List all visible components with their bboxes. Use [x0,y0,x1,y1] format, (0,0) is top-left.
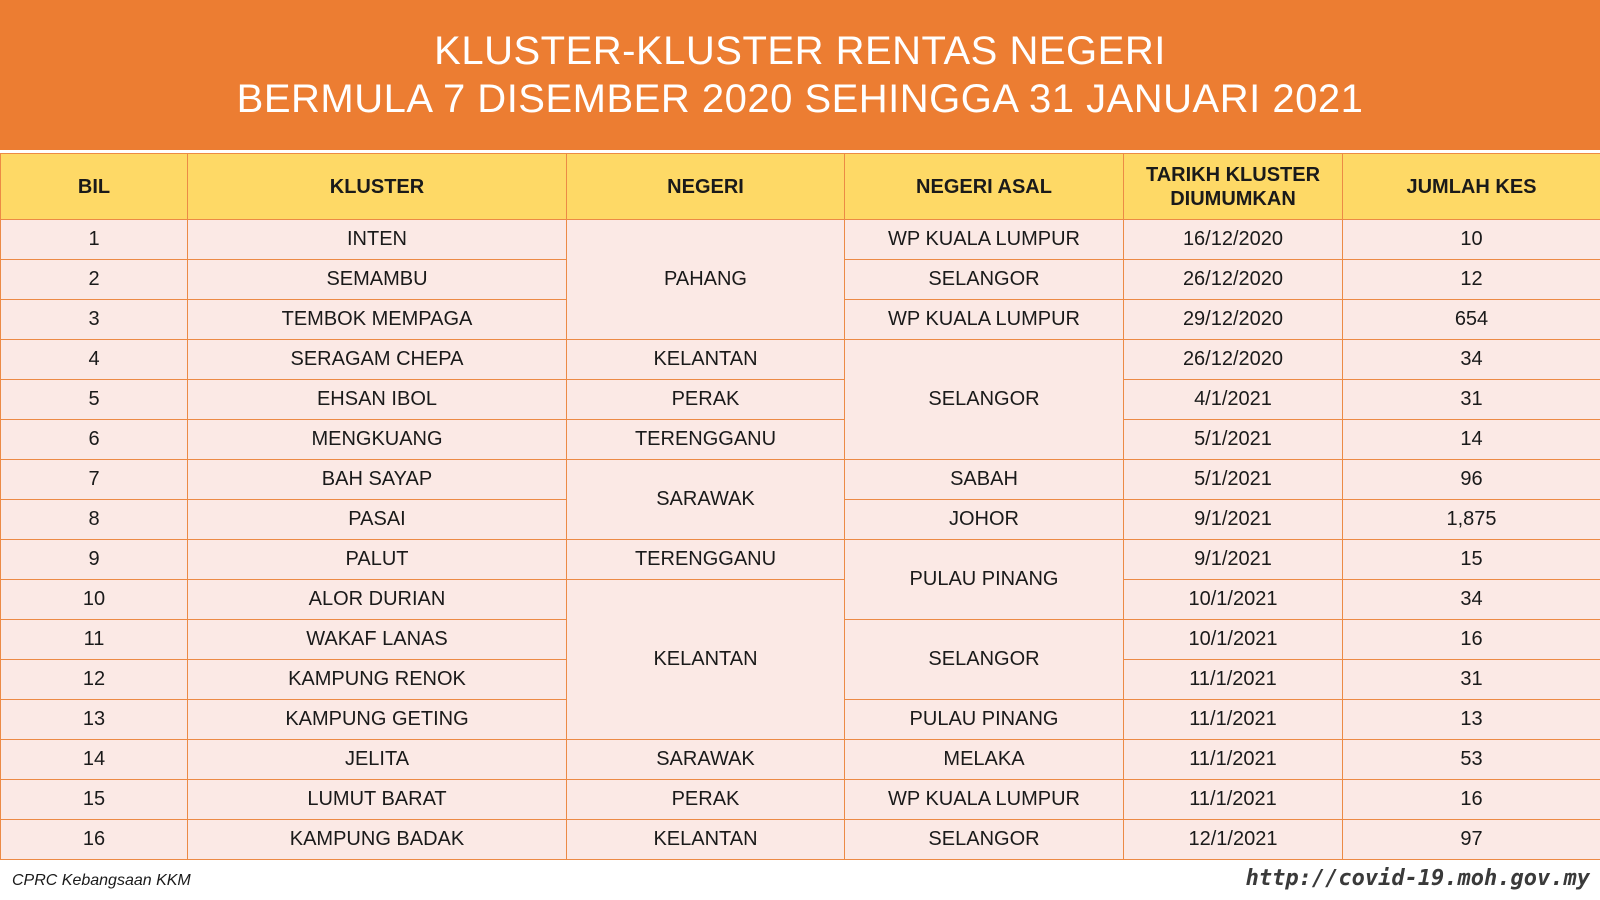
cell-negeri-asal: SABAH [845,460,1124,500]
cell-jumlah-kes: 654 [1343,300,1600,340]
header-kluster: KLUSTER [188,154,567,220]
table-row [1,540,1600,580]
table-row [1,780,1600,820]
table-row [1,380,1600,420]
cell-jumlah-kes: 96 [1343,460,1600,500]
cell-jumlah-kes: 34 [1343,580,1600,620]
cell-jumlah-kes: 15 [1343,540,1600,580]
cell-bil: 15 [1,780,188,820]
cell-jumlah-kes: 34 [1343,340,1600,380]
page-title: KLUSTER-KLUSTER RENTAS NEGERI [434,29,1166,73]
cell-bil: 4 [1,340,188,380]
cell-kluster: JELITA [188,740,567,780]
cell-kluster: SEMAMBU [188,260,567,300]
cell-bil: 7 [1,460,188,500]
cell-tarikh: 10/1/2021 [1124,580,1343,620]
cell-kluster: INTEN [188,220,567,260]
cell-kluster: LUMUT BARAT [188,780,567,820]
cell-jumlah-kes: 16 [1343,780,1600,820]
header-tarikh: TARIKH KLUSTER DIUMUMKAN [1124,154,1343,220]
header-bil: BIL [1,154,188,220]
cell-negeri-asal: SELANGOR [845,260,1124,300]
cell-kluster: WAKAF LANAS [188,620,567,660]
cell-kluster: KAMPUNG BADAK [188,820,567,860]
cell-negeri-asal: WP KUALA LUMPUR [845,780,1124,820]
cell-negeri: KELANTAN [567,340,845,380]
cell-bil: 5 [1,380,188,420]
title-banner [0,0,1600,150]
cell-kluster: EHSAN IBOL [188,380,567,420]
cell-tarikh: 11/1/2021 [1124,780,1343,820]
cell-kluster: ALOR DURIAN [188,580,567,620]
cell-negeri-asal: SELANGOR [845,340,1124,460]
cell-bil: 8 [1,500,188,540]
table-row [1,340,1600,380]
cell-tarikh: 11/1/2021 [1124,740,1343,780]
cell-negeri-asal: MELAKA [845,740,1124,780]
cell-jumlah-kes: 31 [1343,660,1600,700]
cell-negeri-asal: SELANGOR [845,620,1124,700]
cell-tarikh: 10/1/2021 [1124,620,1343,660]
cell-negeri-asal: WP KUALA LUMPUR [845,220,1124,260]
cell-negeri: KELANTAN [567,820,845,860]
cell-bil: 9 [1,540,188,580]
cell-tarikh: 29/12/2020 [1124,300,1343,340]
header-negeri-asal: NEGERI ASAL [845,154,1124,220]
cell-tarikh: 26/12/2020 [1124,340,1343,380]
cell-negeri-asal: PULAU PINANG [845,700,1124,740]
cell-tarikh: 5/1/2021 [1124,420,1343,460]
cell-negeri: PERAK [567,380,845,420]
cell-bil: 6 [1,420,188,460]
cell-bil: 13 [1,700,188,740]
page-subtitle: BERMULA 7 DISEMBER 2020 SEHINGGA 31 JANUARI 2021 [236,77,1364,121]
cell-negeri-asal: PULAU PINANG [845,540,1124,620]
cell-bil: 3 [1,300,188,340]
cell-kluster: SERAGAM CHEPA [188,340,567,380]
header-negeri: NEGERI [567,154,845,220]
cell-negeri: TERENGGANU [567,420,845,460]
cell-negeri-asal: JOHOR [845,500,1124,540]
cell-bil: 12 [1,660,188,700]
cell-negeri-asal: WP KUALA LUMPUR [845,300,1124,340]
cell-negeri: KELANTAN [567,580,845,740]
cell-tarikh: 12/1/2021 [1124,820,1343,860]
table-row [1,740,1600,780]
cell-kluster: KAMPUNG GETING [188,700,567,740]
cell-tarikh: 4/1/2021 [1124,380,1343,420]
table-row [1,820,1600,860]
cell-tarikh: 5/1/2021 [1124,460,1343,500]
cell-negeri: TERENGGANU [567,540,845,580]
cell-tarikh: 11/1/2021 [1124,700,1343,740]
cell-kluster: TEMBOK MEMPAGA [188,300,567,340]
cell-jumlah-kes: 13 [1343,700,1600,740]
cell-tarikh: 9/1/2021 [1124,540,1343,580]
cell-kluster: BAH SAYAP [188,460,567,500]
cell-jumlah-kes: 14 [1343,420,1600,460]
cell-bil: 2 [1,260,188,300]
cell-kluster: PASAI [188,500,567,540]
cell-negeri: PAHANG [567,220,845,340]
cell-bil: 10 [1,580,188,620]
cell-negeri: SARAWAK [567,740,845,780]
cell-tarikh: 11/1/2021 [1124,660,1343,700]
table-body [1,220,1600,860]
table-row [1,580,1600,620]
cell-tarikh: 9/1/2021 [1124,500,1343,540]
table-row [1,460,1600,500]
cell-jumlah-kes: 1,875 [1343,500,1600,540]
table-header-row [1,154,1600,220]
cell-tarikh: 16/12/2020 [1124,220,1343,260]
cell-kluster: MENGKUANG [188,420,567,460]
cell-jumlah-kes: 31 [1343,380,1600,420]
cell-kluster: KAMPUNG RENOK [188,660,567,700]
cell-jumlah-kes: 97 [1343,820,1600,860]
table-row [1,420,1600,460]
cell-bil: 14 [1,740,188,780]
cell-negeri: SARAWAK [567,460,845,540]
cell-tarikh: 26/12/2020 [1124,260,1343,300]
header-jumlah-kes: JUMLAH KES [1343,154,1600,220]
cluster-table [0,153,1600,860]
cell-negeri: PERAK [567,780,845,820]
source-url[interactable]: http://covid-19.moh.gov.my [1245,866,1590,891]
cell-bil: 16 [1,820,188,860]
cell-bil: 1 [1,220,188,260]
cell-jumlah-kes: 16 [1343,620,1600,660]
cell-bil: 11 [1,620,188,660]
source-credit: CPRC Kebangsaan KKM [12,872,191,889]
cell-jumlah-kes: 53 [1343,740,1600,780]
table-row [1,220,1600,260]
cell-jumlah-kes: 10 [1343,220,1600,260]
cell-kluster: PALUT [188,540,567,580]
cell-jumlah-kes: 12 [1343,260,1600,300]
cell-negeri-asal: SELANGOR [845,820,1124,860]
